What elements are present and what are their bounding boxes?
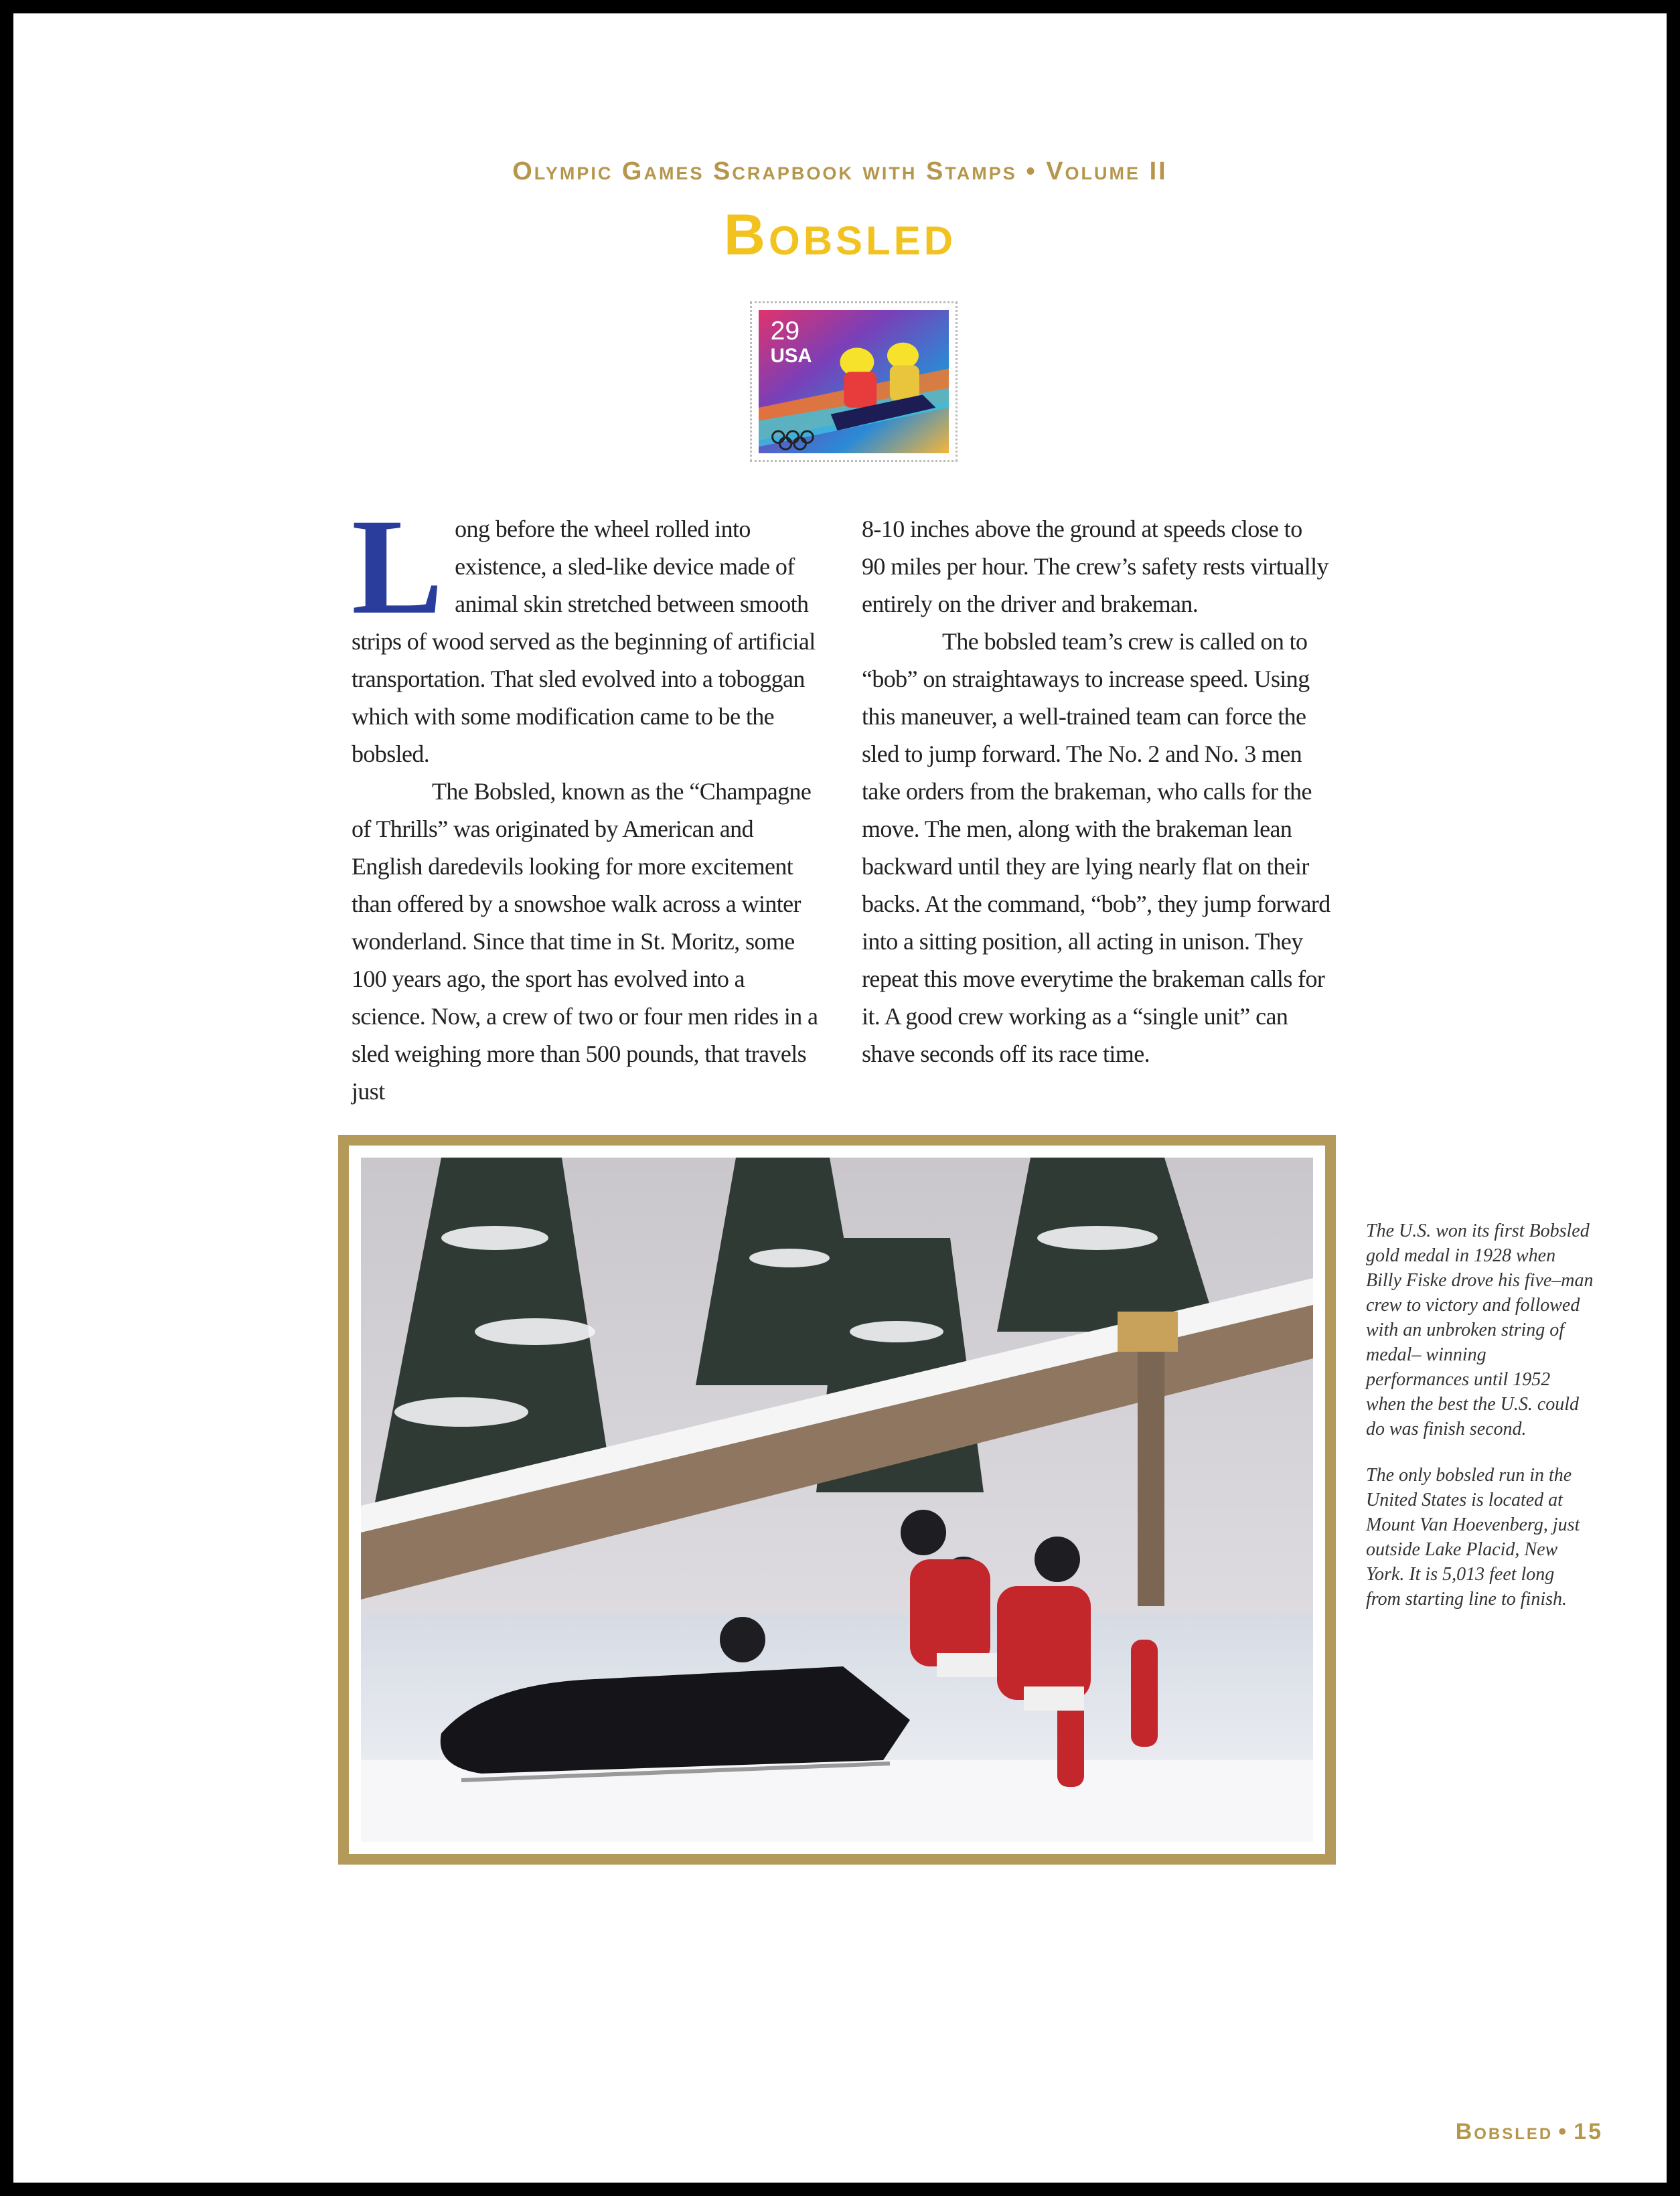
article-paragraph-3: 8-10 inches above the ground at speeds close to 90 miles per hour. The crew’s safety rests virtually entirely on the driver and brakeman. bbox=[862, 516, 1328, 617]
article-column-2 bbox=[862, 510, 1330, 1073]
page-footer bbox=[1456, 2119, 1603, 2145]
footer-separator: • bbox=[1558, 2119, 1569, 2144]
photo-frame bbox=[338, 1135, 1336, 1865]
stamp-illustration bbox=[759, 310, 949, 453]
bobsled-photo bbox=[361, 1158, 1313, 1842]
article-paragraph-2: The Bobsled, known as the “Champagne of Thrills” was originated by American and English daredevils looking for more excitement than offered by a snowshoe walk across a winter wonderland. Since that time in St. Moritz, some 100 years ago, the sport has evolved into a science. Now, a crew of two or four men rides in a sled weighing more than 500 pounds, that travels just bbox=[352, 778, 818, 1105]
caption-paragraph-1: The U.S. won its first Bobsled gold medal in 1928 when Billy Fiske drove his five–man crew to victory and followed with an unbroken string of medal– winning performances until 1952 when the best the U.S. could do was finish second. bbox=[1366, 1221, 1594, 1439]
series-title: Olympic Games Scrapbook with Stamps • Volume II bbox=[512, 157, 1168, 185]
page-title: Bobsled bbox=[723, 203, 957, 267]
drop-cap: L bbox=[352, 491, 443, 643]
stamp-country: USA bbox=[770, 344, 812, 367]
stamp-denomination: 29 bbox=[770, 316, 800, 345]
photo-caption bbox=[1366, 1219, 1594, 1633]
bobsled-stamp bbox=[750, 301, 958, 462]
page-number: 15 bbox=[1574, 2119, 1603, 2144]
caption-paragraph-2: The only bobsled run in the United States is located at Mount Van Hoevenberg, just outside Lake Placid, New York. It is 5,013 feet long from starting line to finish. bbox=[1366, 1465, 1580, 1610]
footer-label: Bobsled bbox=[1455, 2119, 1553, 2144]
article-paragraph-1: Long before the wheel rolled into existence, a sled-like device made of animal skin stretched between smooth strips of wood served as the beginning of artificial transportation. That sled evolved into a toboggan which with some modification came to be the bobsled. bbox=[352, 491, 816, 767]
page bbox=[13, 13, 1667, 2183]
article-column-1 bbox=[352, 491, 820, 1110]
article-paragraph-4: The bobsled team’s crew is called on to “bob” on straightaways to increase speed. Using this maneuver, a well-trained team can force the sled to jump forward. The No. 2 and No. 3 men take orders from the brakeman, who calls for the move. The men, along with the brakeman lean backward until they are lying nearly flat on their backs. At the command, “bob”, they jump forward into a sitting position, all acting in unison. They repeat this move everytime the brakeman calls for it. A good crew working as a “single unit” can shave seconds off its race time. bbox=[862, 628, 1330, 1067]
